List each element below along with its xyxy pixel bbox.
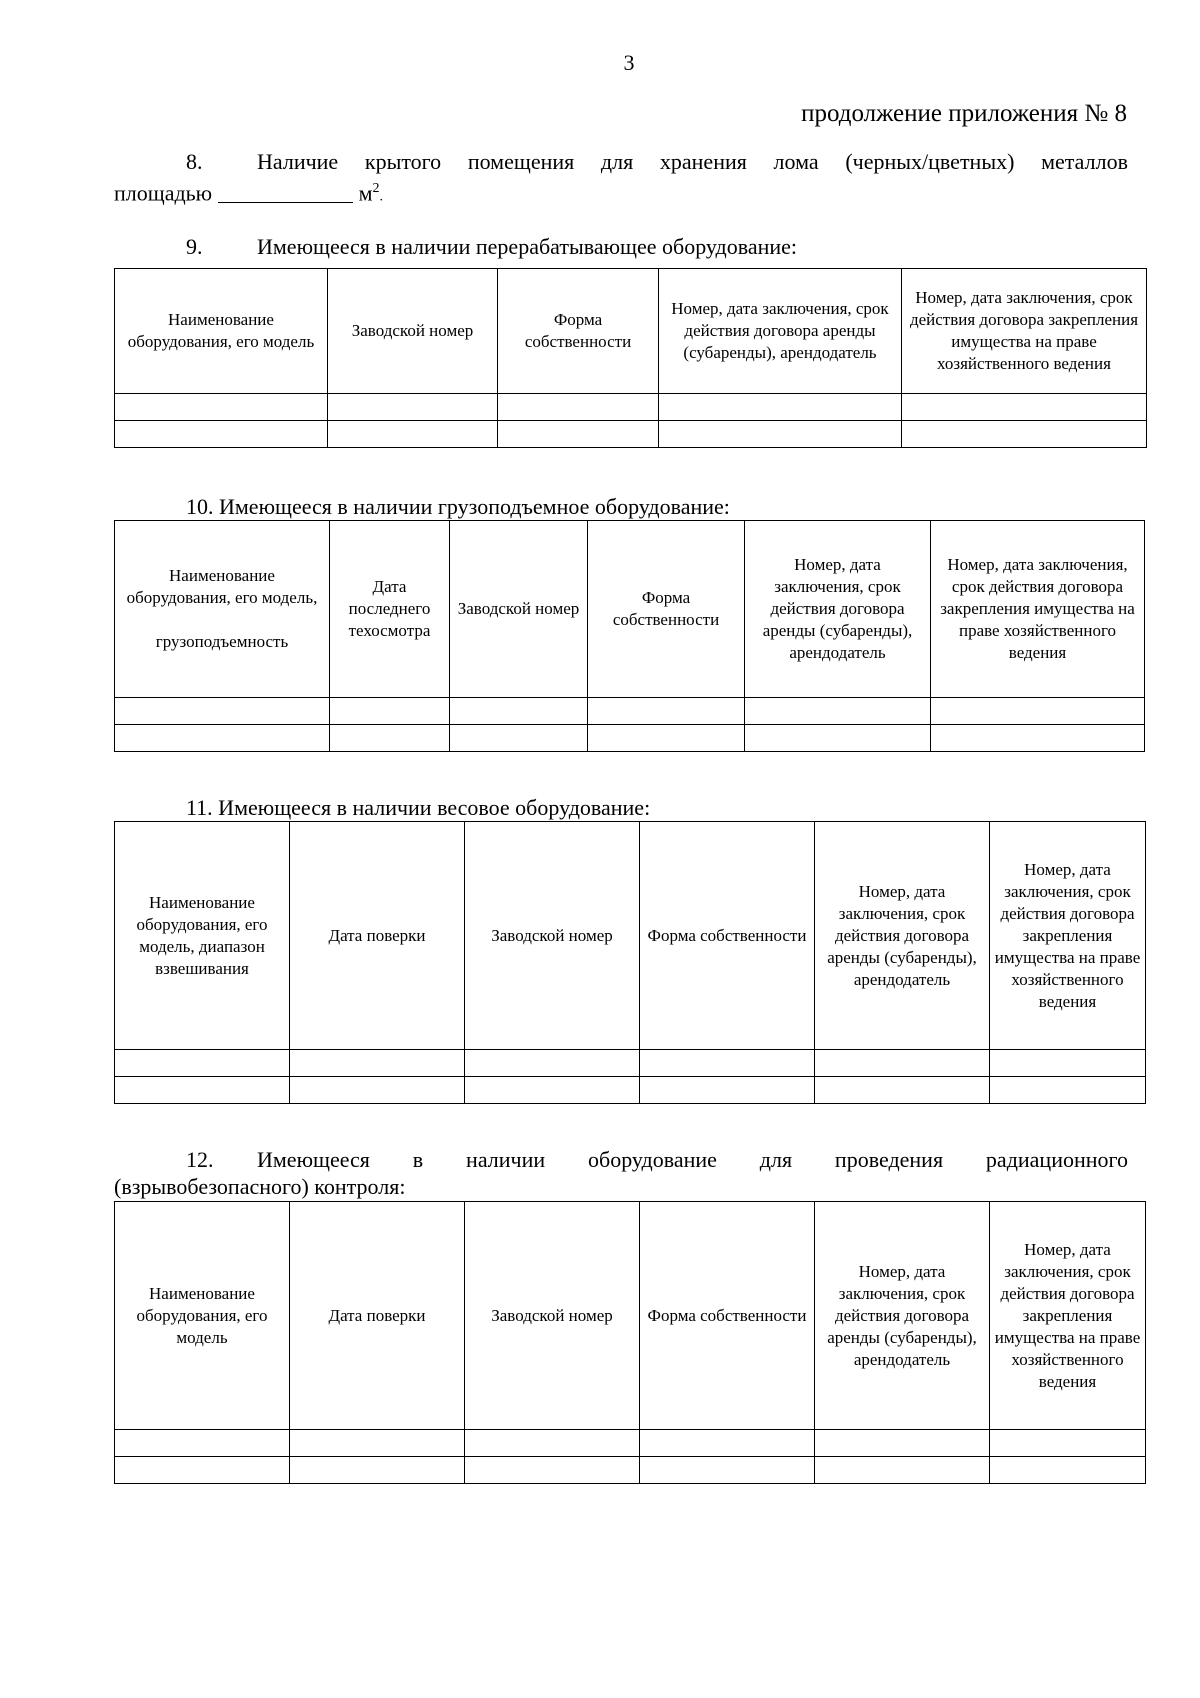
table-header-row — [115, 521, 1145, 698]
table-row — [115, 725, 1145, 752]
table-cell[interactable] — [990, 1077, 1146, 1104]
table-cell[interactable] — [659, 421, 902, 448]
section-8-tail: . — [379, 189, 384, 205]
table-row — [115, 1457, 1146, 1484]
table-cell[interactable] — [745, 725, 931, 752]
section-9-number: 9. — [186, 234, 203, 259]
table-cell[interactable] — [640, 1457, 815, 1484]
section-12-number: 12. — [186, 1147, 214, 1172]
table-cell[interactable] — [465, 1050, 640, 1077]
table-cell[interactable] — [115, 1077, 290, 1104]
section-11-title: 11. Имеющееся в наличии весовое оборудование: — [186, 795, 651, 820]
header-cell: Номер, дата заключения, срок действия договора аренды (субаренды), арендодатель — [815, 822, 990, 1050]
table-row — [115, 698, 1145, 725]
table-cell[interactable] — [902, 421, 1147, 448]
header-cell: Номер, дата заключения, срок действия договора аренды (субаренды), арендодатель — [745, 521, 931, 698]
table-cell[interactable] — [931, 698, 1145, 725]
table-cell[interactable] — [290, 1430, 465, 1457]
section-12-heading — [114, 1146, 1128, 1200]
section-8-text: Наличие крытого помещения для хранения лома (черных/цветных) металлов — [257, 149, 1128, 174]
section-12-text-continued: (взрывобезопасного) контроля: — [114, 1174, 406, 1199]
table-row — [115, 394, 1147, 421]
table-cell[interactable] — [640, 1430, 815, 1457]
table-cell[interactable] — [290, 1050, 465, 1077]
table-cell[interactable] — [588, 698, 745, 725]
header-cell: Наименование оборудования, его модель, диапазон взвешивания — [115, 822, 290, 1050]
table-cell[interactable] — [931, 725, 1145, 752]
header-cell: Номер, дата заключения, срок действия договора аренды (субаренды), арендодатель — [815, 1202, 990, 1430]
table-cell[interactable] — [465, 1077, 640, 1104]
table-cell[interactable] — [902, 394, 1147, 421]
table-cell[interactable] — [328, 394, 498, 421]
table-cell[interactable] — [330, 725, 450, 752]
table-row — [115, 1077, 1146, 1104]
table-cell[interactable] — [330, 698, 450, 725]
table-cell[interactable] — [990, 1050, 1146, 1077]
header-cell: Форма собственности — [588, 521, 745, 698]
table-cell[interactable] — [115, 394, 328, 421]
header-cell: Форма собственности — [640, 1202, 815, 1430]
table-header-row — [115, 822, 1146, 1050]
header-cell: Заводской номер — [328, 269, 498, 394]
table-cell[interactable] — [498, 394, 659, 421]
header-cell: Дата последнего техосмотра — [330, 521, 450, 698]
header-cell: Дата поверки — [290, 822, 465, 1050]
table-cell[interactable] — [640, 1050, 815, 1077]
table-cell[interactable] — [465, 1430, 640, 1457]
section-12-text: Имеющееся в наличии оборудование для проведения радиационного — [257, 1147, 1128, 1172]
table-header-row — [115, 1202, 1146, 1430]
table-cell[interactable] — [990, 1457, 1146, 1484]
table-cell[interactable] — [115, 1430, 290, 1457]
section-8-number: 8. — [186, 149, 203, 174]
table-cell[interactable] — [640, 1077, 815, 1104]
header-cell: Номер, дата заключения, срок действия договора закрепления имущества на праве хозяйственного ведения — [990, 822, 1146, 1050]
section-9-heading — [114, 233, 1128, 260]
table-cell[interactable] — [290, 1457, 465, 1484]
header-cell-line: Наименование оборудования, его модель, — [126, 566, 318, 607]
table-cell[interactable] — [465, 1457, 640, 1484]
weighing-equipment-table — [114, 821, 1146, 1104]
area-unit-exponent: 2 — [372, 181, 380, 196]
table-cell[interactable] — [115, 698, 330, 725]
radiation-control-equipment-table — [114, 1201, 1146, 1484]
continuation-title: продолжение приложения № 8 — [801, 100, 1127, 127]
table-row — [115, 421, 1147, 448]
table-cell[interactable] — [115, 421, 328, 448]
header-cell: Форма собственности — [640, 822, 815, 1050]
table-cell[interactable] — [498, 421, 659, 448]
header-cell: Форма собственности — [498, 269, 659, 394]
header-cell: Заводской номер — [465, 1202, 640, 1430]
processing-equipment-table — [114, 268, 1147, 448]
section-8-area-label: площадью — [114, 180, 213, 206]
header-cell — [115, 521, 330, 698]
header-cell: Заводской номер — [450, 521, 588, 698]
header-cell: Номер, дата заключения, срок действия договора закрепления имущества на праве хозяйственного ведения — [902, 269, 1147, 394]
table-cell[interactable] — [990, 1430, 1146, 1457]
section-9-title: Имеющееся в наличии перерабатывающее оборудование: — [257, 234, 798, 259]
table-header-row — [115, 269, 1147, 394]
section-8 — [114, 148, 1128, 210]
header-cell: Заводской номер — [465, 822, 640, 1050]
table-cell[interactable] — [115, 725, 330, 752]
page-number: 3 — [623, 50, 635, 75]
table-cell[interactable] — [115, 1457, 290, 1484]
table-cell[interactable] — [745, 698, 931, 725]
table-cell[interactable] — [815, 1050, 990, 1077]
area-blank-field[interactable] — [218, 182, 353, 203]
header-cell: Номер, дата заключения, срок действия договора закрепления имущества на праве хозяйственного ведения — [931, 521, 1145, 698]
table-cell[interactable] — [450, 698, 588, 725]
table-cell[interactable] — [815, 1077, 990, 1104]
header-cell-line: грузоподъемность — [155, 632, 289, 651]
header-cell: Наименование оборудования, его модель — [115, 1202, 290, 1430]
area-unit: м — [358, 180, 373, 206]
table-cell[interactable] — [588, 725, 745, 752]
section-10-title: 10. Имеющееся в наличии грузоподъемное оборудование: — [186, 494, 730, 519]
table-cell[interactable] — [328, 421, 498, 448]
table-cell[interactable] — [290, 1077, 465, 1104]
header-cell: Дата поверки — [290, 1202, 465, 1430]
table-cell[interactable] — [115, 1050, 290, 1077]
table-cell[interactable] — [815, 1457, 990, 1484]
table-cell[interactable] — [450, 725, 588, 752]
table-cell[interactable] — [659, 394, 902, 421]
lifting-equipment-table — [114, 520, 1145, 752]
table-cell[interactable] — [815, 1430, 990, 1457]
header-cell: Наименование оборудования, его модель — [115, 269, 328, 394]
header-cell: Номер, дата заключения, срок действия договора аренды (субаренды), арендодатель — [659, 269, 902, 394]
table-row — [115, 1050, 1146, 1077]
header-cell: Номер, дата заключения, срок действия договора закрепления имущества на праве хозяйственного ведения — [990, 1202, 1146, 1430]
table-row — [115, 1430, 1146, 1457]
